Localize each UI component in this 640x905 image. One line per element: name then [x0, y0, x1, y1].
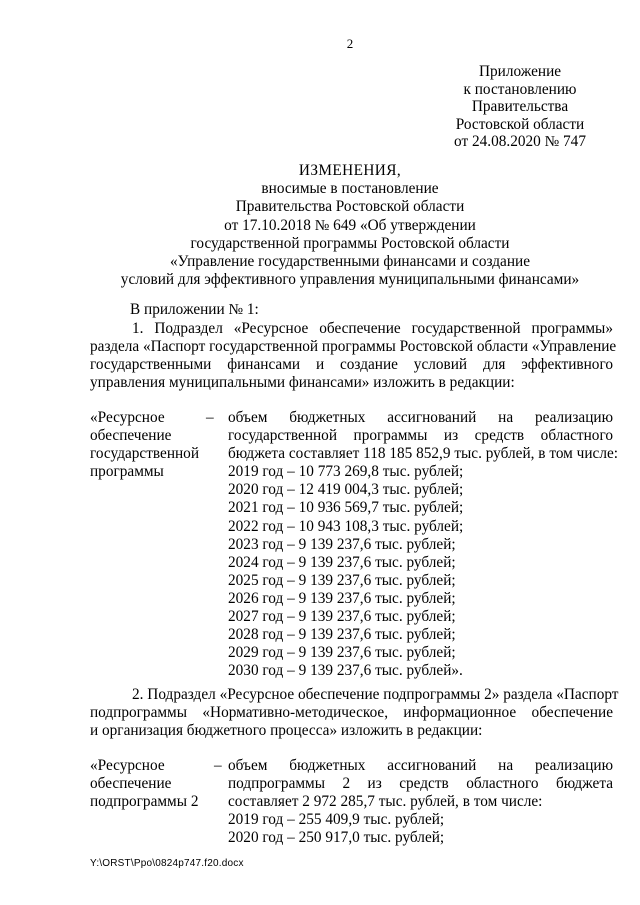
- appendix-line: Ростовской области: [455, 115, 585, 133]
- section1-dash: –: [206, 409, 214, 426]
- year-line: 2020 год – 250 917,0 тыс. рублей;: [228, 829, 445, 847]
- page-number: 2: [346, 36, 354, 51]
- paragraph-line: и организация бюджетного процесса» изложить в редакции:: [90, 722, 483, 740]
- year-line: 2028 год – 9 139 237,6 тыс. рублей;: [228, 626, 456, 644]
- year-line: 2022 год – 10 943 108,3 тыс. рублей;: [228, 517, 464, 535]
- paragraph-line: 1. Подраздел «Ресурсное обеспечение государственной программы»: [132, 320, 613, 337]
- title-heading: ИЗМЕНЕНИЯ,: [298, 162, 402, 179]
- document-title: [60, 162, 640, 289]
- body-line: составляет 2 972 285,7 тыс. рублей, в том числе:: [228, 793, 543, 811]
- body-line: государственной программы из средств областного: [228, 427, 613, 445]
- appendix-line: от 24.08.2020 № 747: [454, 133, 586, 151]
- title-line: условий для эффективного управления муниципальными финансами»: [120, 271, 580, 289]
- year-line: 2024 год – 9 139 237,6 тыс. рублей;: [228, 553, 456, 571]
- year-line: 2030 год – 9 139 237,6 тыс. рублей».: [228, 662, 463, 680]
- year-line: 2026 год – 9 139 237,6 тыс. рублей;: [228, 589, 456, 607]
- section1-paragraph: [90, 320, 617, 392]
- appendix-line: Приложение: [478, 63, 562, 80]
- title-line: от 17.10.2018 № 649 «Об утверждении: [224, 216, 476, 234]
- year-line: 2019 год – 255 409,9 тыс. рублей;: [228, 811, 445, 829]
- year-line: 2021 год – 10 936 569,7 тыс. рублей;: [228, 499, 464, 517]
- year-line: 2029 год – 9 139 237,6 тыс. рублей;: [228, 644, 456, 662]
- title-line: государственной программы Ростовской области: [190, 234, 510, 252]
- section2-dash: –: [214, 757, 222, 774]
- file-path-footer: Y:\ORST\Ppo\0824p747.f20.docx: [90, 858, 244, 869]
- label-line: обеспечение: [90, 775, 172, 793]
- title-line: вносимые в постановление: [261, 180, 439, 198]
- appendix-line: к постановлению: [463, 80, 577, 98]
- label-line: государственной: [90, 445, 200, 463]
- paragraph-line: подпрограммы «Нормативно-методическое, информационное обеспечение: [90, 704, 613, 722]
- section1-label: [90, 409, 199, 481]
- appendix-reference: [400, 63, 640, 151]
- year-line: 2019 год – 10 773 269,8 тыс. рублей;: [228, 463, 464, 481]
- paragraph-line: 2. Подраздел «Ресурсное обеспечение подпрограммы 2» раздела «Паспорт: [132, 686, 619, 703]
- body-line: объем бюджетных ассигнований на реализацию: [228, 757, 613, 774]
- year-line: 2027 год – 9 139 237,6 тыс. рублей;: [228, 608, 456, 626]
- paragraph-line: управления муниципальными финансами» изложить в редакции:: [90, 374, 515, 392]
- year-line: 2025 год – 9 139 237,6 тыс. рублей;: [228, 571, 456, 589]
- paragraph-line: раздела «Паспорт государственной программы Ростовской области «Управление: [90, 338, 617, 356]
- section2-label: [90, 757, 198, 811]
- label-line: программы: [90, 463, 164, 481]
- body-line: бюджета составляет 118 185 852,9 тыс. рублей, в том числе:: [228, 445, 619, 463]
- year-line: 2023 год – 9 139 237,6 тыс. рублей;: [228, 535, 456, 553]
- intro-text: В приложении № 1:: [130, 301, 259, 318]
- body-line: объем бюджетных ассигнований на реализацию: [228, 409, 613, 426]
- label-line: «Ресурсное: [90, 757, 165, 774]
- body-line: подпрограммы 2 из средств областного бюджета: [228, 775, 613, 793]
- title-line: «Управление государственными финансами и создание: [169, 253, 530, 271]
- section1-body: [228, 409, 619, 680]
- label-line: обеспечение: [90, 427, 172, 445]
- label-line: подпрограммы 2: [90, 793, 199, 811]
- title-line: Правительства Ростовской области: [235, 198, 465, 216]
- section2-body: [228, 757, 613, 847]
- paragraph-line: государственными финансами и создание условий для эффективного: [90, 356, 613, 374]
- section2-paragraph: [90, 686, 619, 740]
- year-line: 2020 год – 12 419 004,3 тыс. рублей;: [228, 481, 464, 499]
- label-line: «Ресурсное: [90, 409, 165, 426]
- appendix-line: Правительства: [471, 98, 569, 116]
